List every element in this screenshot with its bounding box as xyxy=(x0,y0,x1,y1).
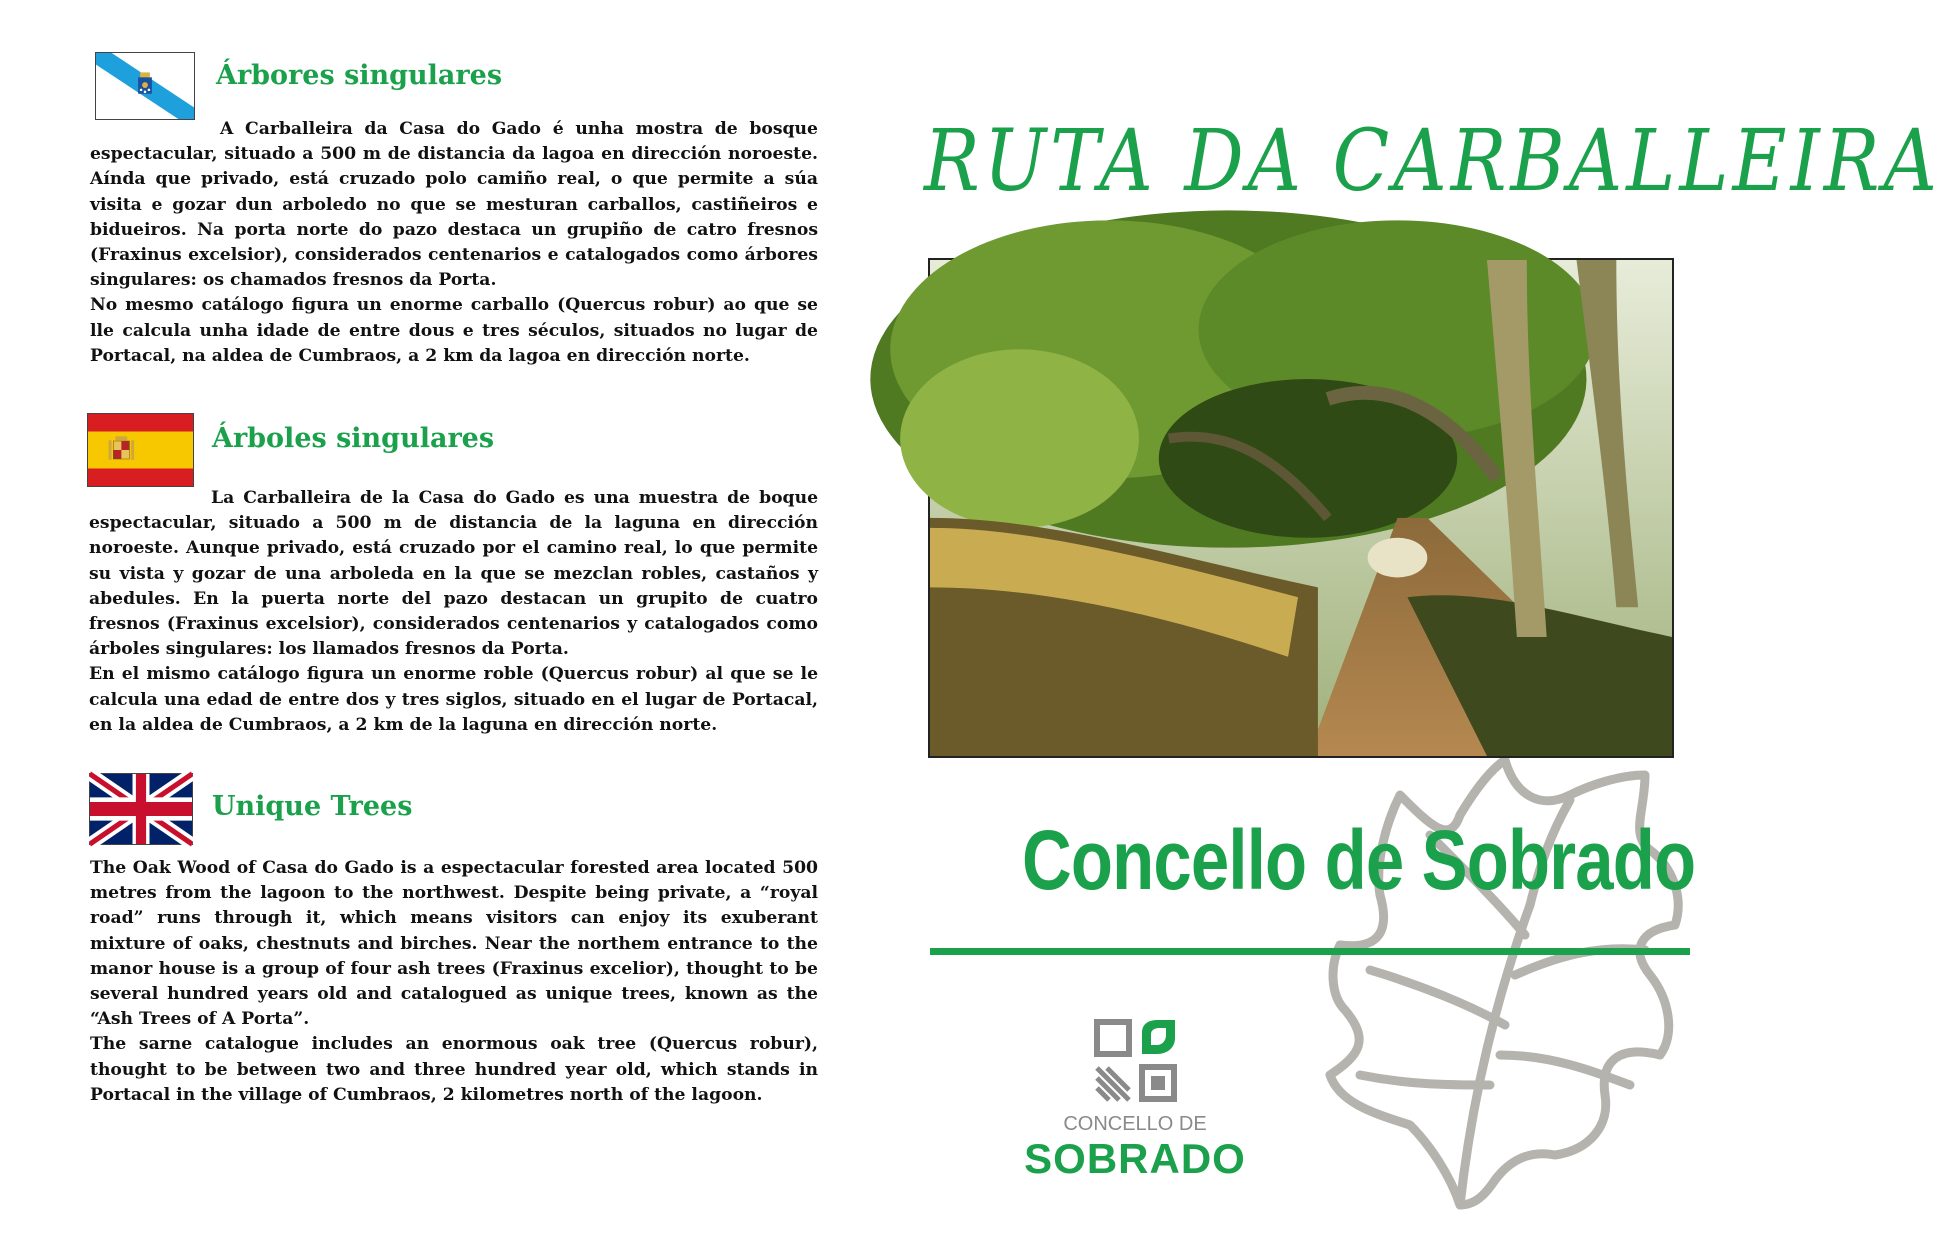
forest-path-photo xyxy=(928,258,1674,758)
logo-text-small: CONCELLO DE xyxy=(1063,1113,1207,1135)
paragraph: A Carballeira da Casa do Gado é unha mostra de bosque espectacular, situado a 500 m de distancia da lagoa en dirección noroeste. Aínda que privado, está cruzado polo camiño real, o que permite a súa visita e gozar dun arboledo no que se mesturan carballos, castiñeiros e bidueiros. Na porta norte do pazo destaca un grupiño de catro fresnos (Fraxinus excelsior), considerados centenarios e catalogados como árbores singulares: os chamados fresnos da Porta. xyxy=(90,119,818,291)
section-body-en xyxy=(90,856,818,1108)
logo-text-large: SOBRADO xyxy=(1024,1135,1246,1182)
cover-title: RUTA DA CARBALLEIRA xyxy=(924,111,1941,211)
uk-flag xyxy=(89,773,193,845)
paragraph: No mesmo catálogo figura un enorme carballo (Quercus robur) ao que se lle calcula unha idade de entre dous e tres séculos, situados no lugar de Portacal, na aldea de Cumbraos, a 2 km da lagoa en dirección norte. xyxy=(90,295,818,366)
municipality-title: Concello de Sobrado xyxy=(1022,813,1696,907)
section-title-es: Árboles singulares xyxy=(212,423,495,454)
paragraph: En el mismo catálogo figura un enorme roble (Quercus robur) al que se le calcula una edad de entre dos y tres siglos, situado en el lugar de Portacal, en la aldea de Cumbraos, a 2 km de la laguna en dirección norte. xyxy=(89,664,818,735)
spain-flag xyxy=(87,413,194,487)
paragraph: The Oak Wood of Casa do Gado is a espectacular forested area located 500 metres from the lagoon to the northwest. Despite being private, a “royal road” runs through it, which means visitors can enjoy its exuberant mixture of oaks, chestnuts and birches. Near the northem entrance to the manor house is a group of four ash trees (Fraxinus excelior), thought to be several hundred years old and catalogued as unique trees, known as the “Ash Trees of A Porta”. xyxy=(90,858,818,1030)
paragraph: La Carballeira de la Casa do Gado es una muestra de boque espectacular, situado a 500 m de distancia de la laguna en dirección noroeste. Aunque privado, está cruzado por el camino real, lo que permite su vista y gozar de una arboleda en la que se mezclan robles, castaños y abedules. En la puerta norte del pazo destacan un grupito de cuatro fresnos (Fraxinus excelsior), considerados centenarios y catalogados como árboles singulares: los llamados fresnos da Porta. xyxy=(89,488,818,660)
divider-line xyxy=(930,948,1690,955)
galicia-flag xyxy=(95,52,195,120)
section-title-gl: Árbores singulares xyxy=(216,60,503,91)
sobrado-logo-icon xyxy=(1093,1018,1178,1102)
section-title-en: Unique Trees xyxy=(212,791,413,822)
section-body-gl xyxy=(90,117,818,369)
paragraph: The sarne catalogue includes an enormous oak tree (Quercus robur), thought to be between two and three hundred year old, which stands in Portacal in the village of Cumbraos, 2 kilometres north of the lagoon. xyxy=(90,1034,818,1105)
section-body-es xyxy=(89,486,818,738)
